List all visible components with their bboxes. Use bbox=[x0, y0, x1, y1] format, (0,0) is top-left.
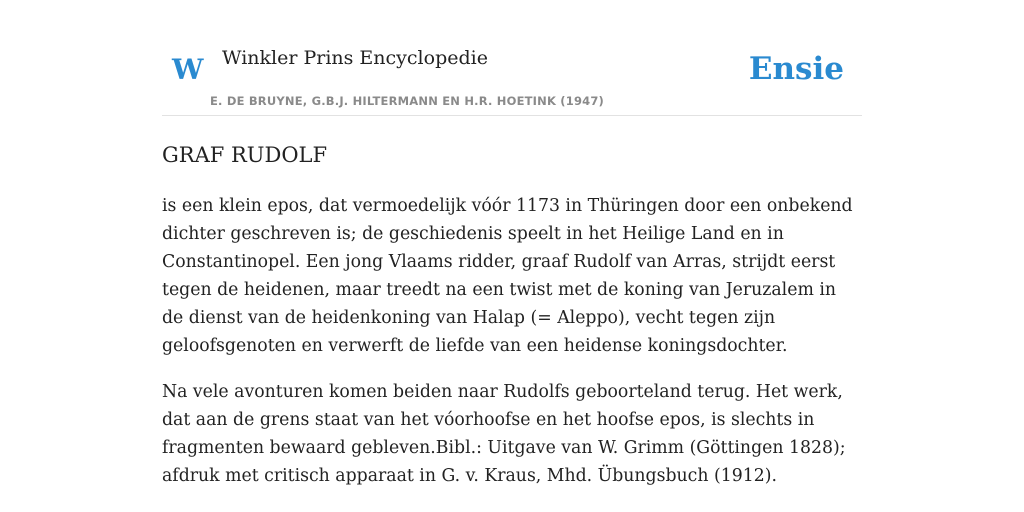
article-page bbox=[162, 0, 862, 486]
header bbox=[162, 0, 862, 116]
brand-logo[interactable]: Ensie bbox=[748, 51, 844, 87]
page-title: GRAF RUDOLF bbox=[162, 143, 328, 167]
source-title-link[interactable]: Winkler Prins Encyclopedie bbox=[222, 47, 488, 69]
authors-line: E. DE BRUYNE, G.B.J. HILTERMANN EN H.R. HOETINK (1947) bbox=[210, 94, 605, 108]
source-logo-icon[interactable]: W bbox=[172, 53, 204, 86]
paragraph-2: Na vele avonturen komen beiden naar Rudolfs geboorteland terug. Het werk, dat aan de grens staat van het vóorhoofse en het hoofse epos, is slechts in fragmenten bewaard gebleven.Bibl.: Uitgave van W. Grimm (Göttingen 1828); afdruk met critisch apparaat in G. v. Kraus, Mhd. Übungsbuch (1912). bbox=[162, 382, 846, 486]
article-body bbox=[162, 192, 862, 508]
paragraph-1: is een klein epos, dat vermoedelijk vóór 1173 in Thüringen door een onbekend dichter geschreven is; de geschiedenis speelt in het Heilige Land en in Constantinopel. Een jong Vlaams ridder, graaf Rudolf van Arras, strijdt eerst tegen de heidenen, maar treedt na een twist met de koning van Jeruzalem in de dienst van de heidenkoning van Halap (= Aleppo), vecht tegen zijn geloofsgenoten en verwerft de liefde van een heidense koningsdochter. bbox=[162, 196, 853, 356]
